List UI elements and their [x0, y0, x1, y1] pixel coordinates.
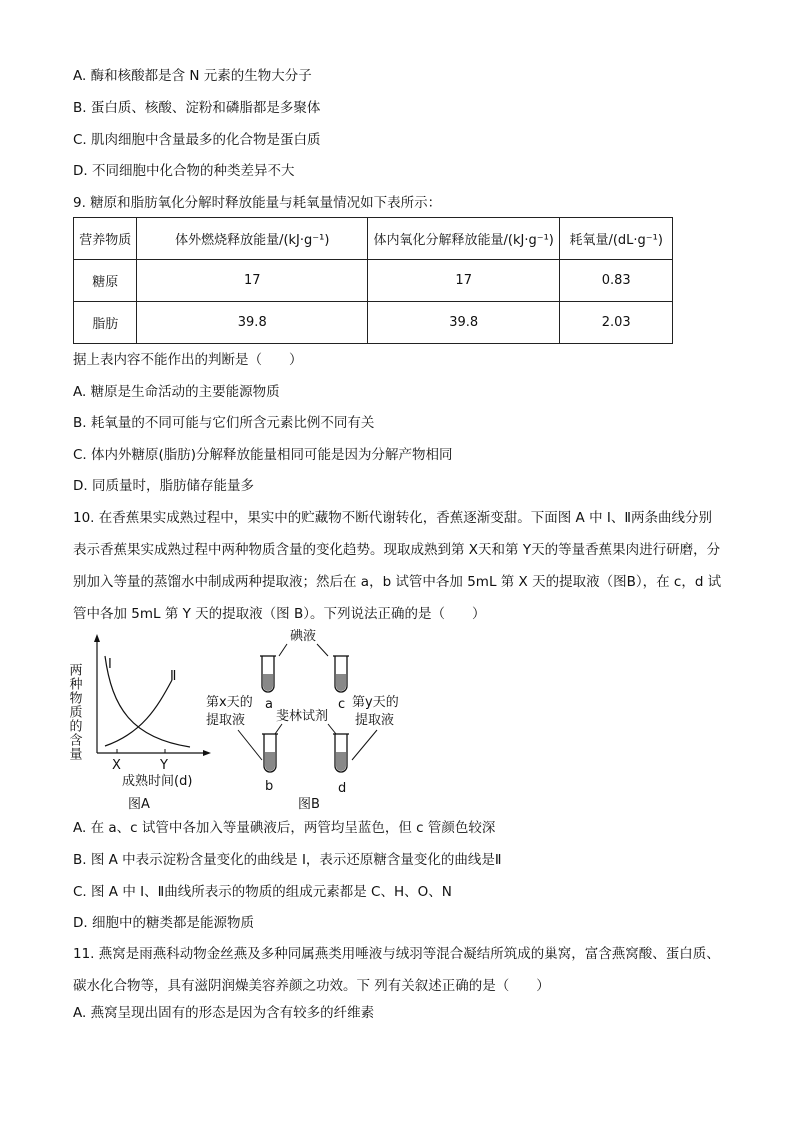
q10-option-a: A. 在 a、c 试管中各加入等量碘液后，两管均呈蓝色，但 c 管颜色较深 — [73, 820, 496, 836]
y-axis-label: 两种物质的含量 — [66, 663, 82, 761]
q8-option-d: D. 不同细胞中化合物的种类差异不大 — [73, 163, 295, 179]
q9-energy-table — [73, 217, 673, 344]
tube-b-label: b — [265, 779, 274, 794]
graph-b — [206, 628, 399, 812]
tube-c — [333, 656, 349, 692]
q9-option-c: C. 体内外糖原(脂肪)分解释放能量相同可能是因为分解产物相同 — [73, 447, 453, 463]
table-header-cell: 营养物质 — [74, 218, 137, 260]
tube-b — [262, 734, 278, 772]
q8-option-b: B. 蛋白质、核酸、淀粉和磷脂都是多聚体 — [73, 100, 321, 116]
q10-stem: 10. 在香蕉果实成熟过程中，果实中的贮藏物不断代谢转化，香蕉逐渐变甜。下面图 A 中 I、Ⅱ两条曲线分别表示香蕉果实成熟过程中两种物质含量的变化趋势。现取成熟到第 X天和第 Y天的等量香蕉果肉进行研磨，分别加入等量的蒸馏水中制成两种提取液；然后在 a，b 试管中各加 5mL 第 X 天的提取液（图B），在 c，d 试管中各加 5mL 第 Y 天的提取液（图 B）。下列说法正确的是（ ） — [73, 510, 722, 622]
table-cell: 2.03 — [560, 302, 673, 344]
q9-option-d: D. 同质量时，脂肪储存能量多 — [73, 478, 254, 494]
graph-a — [67, 634, 212, 812]
figure-b-caption: 图B — [298, 797, 320, 812]
arrow-iodine-a — [279, 644, 287, 656]
table-cell: 39.8 — [368, 302, 560, 344]
q8-option-a: A. 酶和核酸都是含 N 元素的生物大分子 — [73, 68, 312, 84]
iodine-label: 碘液 — [290, 629, 317, 644]
q10-option-d: D. 细胞中的糖类都是能源物质 — [73, 915, 254, 931]
arrow-iodine-c — [317, 644, 328, 656]
x-tick-label-y: Y — [160, 758, 168, 773]
curve-i-label: I — [108, 657, 112, 672]
q10-option-b: B. 图 A 中表示淀粉含量变化的曲线是 I，表示还原糖含量变化的曲线是Ⅱ — [73, 852, 502, 868]
table-cell: 脂肪 — [74, 302, 137, 344]
table-cell: 17 — [137, 260, 368, 302]
q9-question: 据上表内容不能作出的判断是（ ） — [73, 352, 303, 368]
table-row — [74, 302, 673, 344]
q9-option-a: A. 糖原是生命活动的主要能源物质 — [73, 384, 280, 400]
tube-d — [333, 734, 349, 772]
y-axis-arrow-icon — [94, 634, 100, 642]
q11-option-a: A. 燕窝呈现出固有的形态是因为含有较多的纤维素 — [73, 1005, 375, 1021]
q9-option-b: B. 耗氧量的不同可能与它们所含元素比例不同有关 — [73, 415, 375, 431]
line-y-to-d — [352, 730, 377, 760]
x-axis-arrow-icon — [203, 750, 211, 756]
table-row — [74, 260, 673, 302]
curve-i — [105, 656, 190, 747]
table-cell: 17 — [368, 260, 560, 302]
table-header-cell: 体内氧化分解释放能量/(kJ·g⁻¹) — [368, 218, 560, 260]
x-axis-label: 成熟时间(d) — [122, 774, 193, 789]
q11-stem: 11. 燕窝是雨燕科动物金丝燕及多种同属燕类用唾液与绒羽等混合凝结所筑成的巢窝，富含燕窝酸、蛋白质、碳水化合物等，具有滋阴润燥美容养颜之功效。下 列有关叙述正确的是（ ） — [73, 946, 720, 994]
curve-ii — [105, 680, 172, 746]
table-header-row — [74, 218, 673, 260]
day-y-label-line1: 第y天的 — [352, 695, 399, 710]
q10-option-c: C. 图 A 中 I、Ⅱ曲线所表示的物质的组成元素都是 C、H、O、N — [73, 884, 452, 900]
table-cell: 糖原 — [74, 260, 137, 302]
day-x-label-line2: 提取液 — [206, 713, 246, 728]
day-x-label-line1: 第x天的 — [206, 695, 253, 710]
table-header-cell: 体外燃烧释放能量/(kJ·g⁻¹) — [137, 218, 368, 260]
x-tick-label-x: X — [112, 758, 121, 773]
q10-figure — [66, 628, 432, 818]
day-y-label-line2: 提取液 — [355, 713, 395, 728]
table-cell: 39.8 — [137, 302, 368, 344]
q9-stem: 9. 糖原和脂肪氧化分解时释放能量与耗氧量情况如下表所示： — [73, 195, 442, 211]
tube-c-label: c — [338, 697, 346, 712]
tube-d-label: d — [338, 781, 347, 796]
tube-a — [260, 656, 276, 692]
figure-a-caption: 图A — [128, 797, 150, 812]
table-cell: 0.83 — [560, 260, 673, 302]
arrow-fehling-b — [275, 724, 282, 734]
tube-a-label: a — [265, 697, 273, 712]
arrow-fehling-d — [328, 724, 336, 734]
q8-option-c: C. 肌肉细胞中含量最多的化合物是蛋白质 — [73, 132, 321, 148]
curve-ii-label: Ⅱ — [170, 669, 177, 684]
fehling-label: 斐林试剂 — [276, 709, 329, 724]
table-header-cell: 耗氧量/(dL·g⁻¹) — [560, 218, 673, 260]
line-x-to-b — [238, 730, 262, 760]
